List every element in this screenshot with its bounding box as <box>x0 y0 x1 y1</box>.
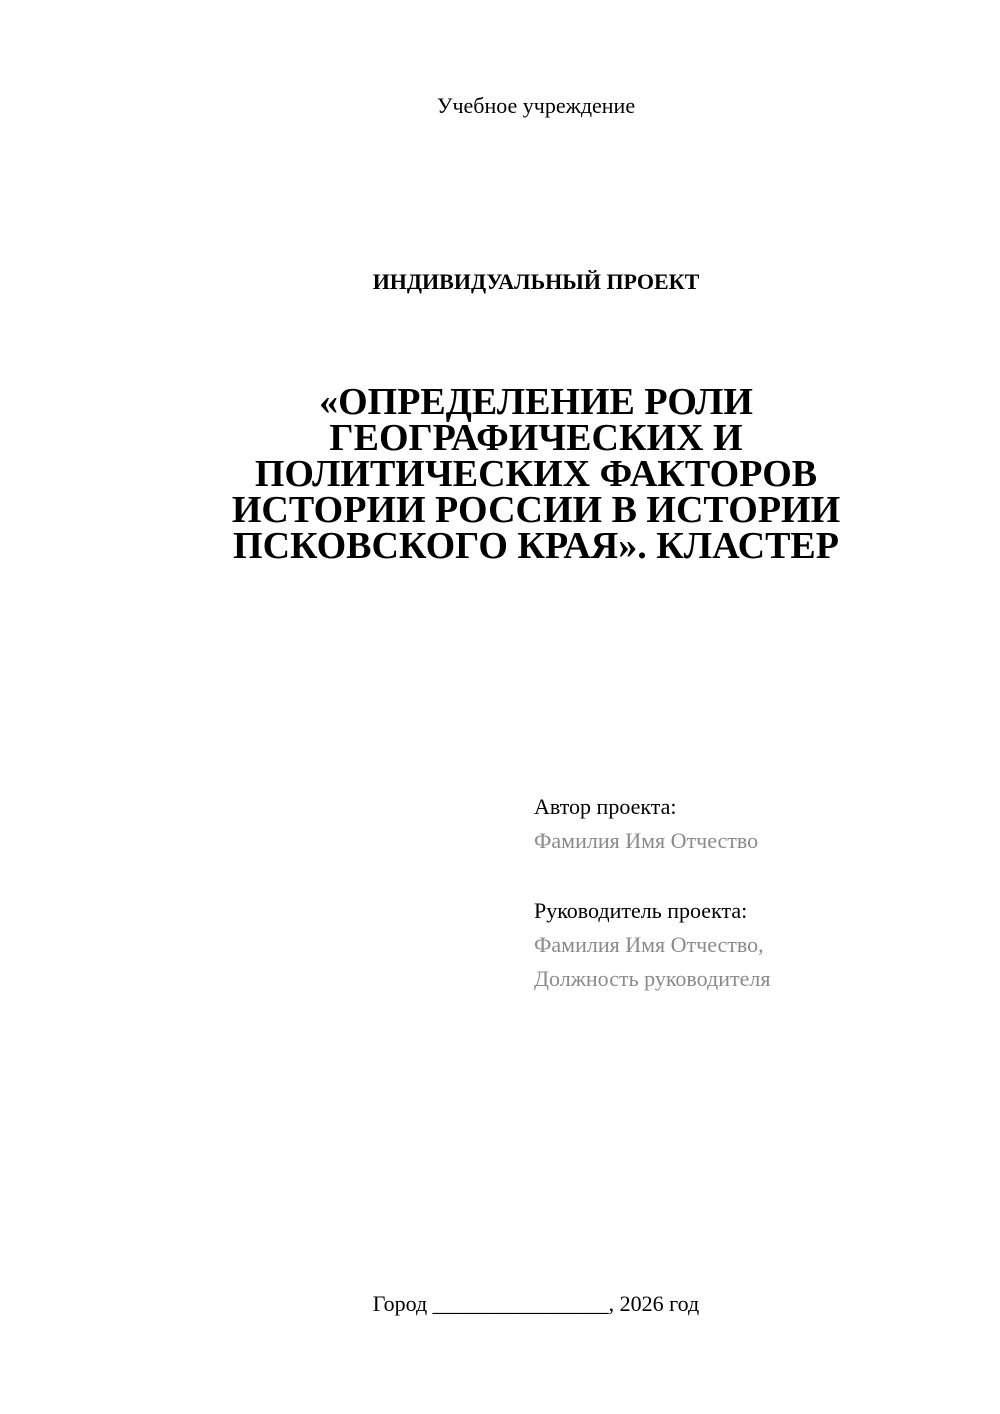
project-title <box>160 381 912 567</box>
author-name: Фамилия Имя Отчество <box>534 828 759 853</box>
document-type: ИНДИВИДУАЛЬНЫЙ ПРОЕКТ <box>372 269 700 294</box>
city-year-line: Город ________________, 2026 год <box>372 1291 700 1316</box>
credits-spacer <box>534 858 974 894</box>
project-title-line: ПОЛИТИЧЕСКИХ ФАКТОРОВ <box>254 453 818 495</box>
project-title-line: ИСТОРИИ РОССИИ В ИСТОРИИ <box>231 489 841 531</box>
institution-name: Учебное учреждение <box>436 93 636 118</box>
project-title-line: ПСКОВСКОГО КРАЯ». КЛАСТЕР <box>233 525 839 567</box>
project-title-line: ГЕОГРАФИЧЕСКИХ И <box>329 417 743 459</box>
supervisor-name: Фамилия Имя Отчество, <box>534 932 764 957</box>
project-title-line: «ОПРЕДЕЛЕНИЕ РОЛИ <box>319 381 753 423</box>
author-label: Автор проекта: <box>534 794 677 819</box>
supervisor-label: Руководитель проекта: <box>534 898 748 923</box>
credits-block <box>534 790 974 996</box>
supervisor-position: Должность руководителя <box>534 966 771 991</box>
